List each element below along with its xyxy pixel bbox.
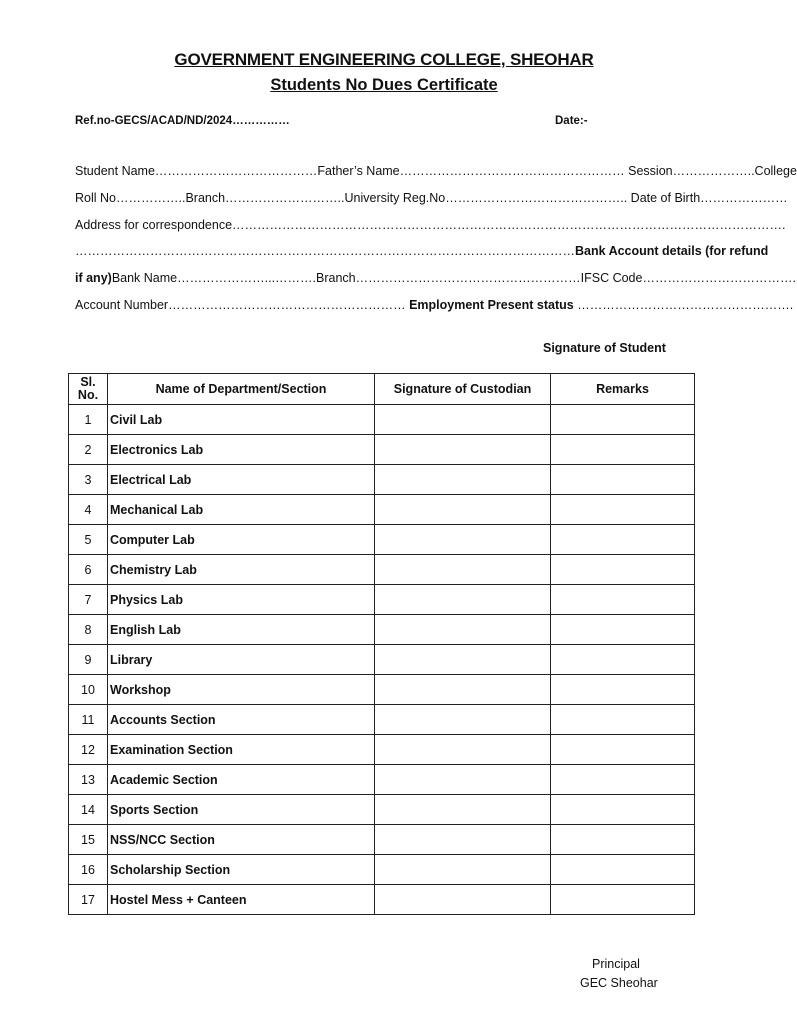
department-name-cell: Hostel Mess + Canteen bbox=[108, 885, 375, 915]
remarks-cell bbox=[551, 705, 695, 735]
account-number-field: Account Number………………………………………………… bbox=[75, 298, 410, 312]
remarks-cell bbox=[551, 525, 695, 555]
bank-details-fields: Bank Name…………………...……….Branch………………………………………………IFSC Code………………………………. bbox=[111, 271, 796, 285]
student-info-line-6 bbox=[75, 298, 794, 312]
remarks-cell bbox=[551, 765, 695, 795]
custodian-signature-cell bbox=[375, 405, 551, 435]
student-info-line-5 bbox=[75, 271, 796, 285]
department-name-cell: Physics Lab bbox=[108, 585, 375, 615]
serial-number-cell: 13 bbox=[69, 765, 108, 795]
college-title: GOVERNMENT ENGINEERING COLLEGE, SHEOHAR bbox=[174, 50, 594, 69]
table-row bbox=[69, 645, 695, 675]
serial-number-cell: 11 bbox=[69, 705, 108, 735]
roll-no-field: Roll No…………….. bbox=[75, 191, 186, 205]
remarks-cell bbox=[551, 825, 695, 855]
date-of-birth-field: Date of Birth………………… bbox=[630, 191, 788, 205]
serial-number-cell: 9 bbox=[69, 645, 108, 675]
serial-number-cell: 7 bbox=[69, 585, 108, 615]
student-info-line-2 bbox=[75, 191, 788, 205]
custodian-signature-cell bbox=[375, 525, 551, 555]
serial-number-cell: 1 bbox=[69, 405, 108, 435]
remarks-cell bbox=[551, 795, 695, 825]
serial-number-cell: 3 bbox=[69, 465, 108, 495]
remarks-cell bbox=[551, 645, 695, 675]
table-row bbox=[69, 885, 695, 915]
date-label: Date:- bbox=[555, 115, 588, 127]
no-dues-table bbox=[68, 373, 695, 915]
department-name-cell: Electronics Lab bbox=[108, 435, 375, 465]
table-row bbox=[69, 435, 695, 465]
employment-status-dots: ……………………………………………. bbox=[573, 298, 794, 312]
column-header-signature: Signature of Custodian bbox=[375, 374, 551, 405]
college-short-name: GEC Sheohar bbox=[580, 976, 658, 990]
serial-number-cell: 4 bbox=[69, 495, 108, 525]
table-row bbox=[69, 615, 695, 645]
department-name-cell: Academic Section bbox=[108, 765, 375, 795]
custodian-signature-cell bbox=[375, 885, 551, 915]
table-row bbox=[69, 675, 695, 705]
remarks-cell bbox=[551, 735, 695, 765]
reference-number: Ref.no-GECS/ACAD/ND/2024…………… bbox=[75, 115, 290, 127]
university-reg-field: University Reg.No…………………………………….. bbox=[344, 191, 628, 205]
serial-number-cell: 2 bbox=[69, 435, 108, 465]
remarks-cell bbox=[551, 465, 695, 495]
remarks-cell bbox=[551, 615, 695, 645]
remarks-cell bbox=[551, 405, 695, 435]
serial-number-cell: 16 bbox=[69, 855, 108, 885]
custodian-signature-cell bbox=[375, 825, 551, 855]
table-row bbox=[69, 855, 695, 885]
table-row bbox=[69, 705, 695, 735]
department-name-cell: Chemistry Lab bbox=[108, 555, 375, 585]
department-name-cell: English Lab bbox=[108, 615, 375, 645]
serial-number-cell: 17 bbox=[69, 885, 108, 915]
custodian-signature-cell bbox=[375, 555, 551, 585]
father-name-field: Father’s Name……………………………………………… bbox=[317, 164, 625, 178]
custodian-signature-cell bbox=[375, 855, 551, 885]
department-name-cell: Civil Lab bbox=[108, 405, 375, 435]
session-field: Session………………..College bbox=[628, 164, 797, 178]
serial-number-cell: 5 bbox=[69, 525, 108, 555]
table-row bbox=[69, 765, 695, 795]
department-name-cell: Accounts Section bbox=[108, 705, 375, 735]
student-name-field: Student Name………………………………… bbox=[75, 164, 318, 178]
department-name-cell: Library bbox=[108, 645, 375, 675]
student-info-line-1 bbox=[75, 164, 797, 178]
certificate-title: Students No Dues Certificate bbox=[270, 76, 498, 94]
bank-account-heading: Bank Account details (for refund bbox=[575, 244, 769, 258]
custodian-signature-cell bbox=[375, 435, 551, 465]
serial-number-cell: 15 bbox=[69, 825, 108, 855]
table-header-row bbox=[69, 374, 695, 405]
principal-label: Principal bbox=[592, 957, 640, 971]
table-row bbox=[69, 405, 695, 435]
serial-number-cell: 14 bbox=[69, 795, 108, 825]
remarks-cell bbox=[551, 555, 695, 585]
serial-number-cell: 12 bbox=[69, 735, 108, 765]
department-name-cell: Mechanical Lab bbox=[108, 495, 375, 525]
remarks-cell bbox=[551, 855, 695, 885]
table-row bbox=[69, 555, 695, 585]
department-name-cell: Examination Section bbox=[108, 735, 375, 765]
signature-of-student: Signature of Student bbox=[543, 341, 666, 355]
remarks-cell bbox=[551, 435, 695, 465]
table-row bbox=[69, 495, 695, 525]
refund-note: if any) bbox=[75, 271, 112, 285]
remarks-cell bbox=[551, 885, 695, 915]
department-name-cell: NSS/NCC Section bbox=[108, 825, 375, 855]
custodian-signature-cell bbox=[375, 675, 551, 705]
custodian-signature-cell bbox=[375, 795, 551, 825]
department-name-cell: Workshop bbox=[108, 675, 375, 705]
table-row bbox=[69, 795, 695, 825]
employment-status-label: Employment Present status bbox=[409, 298, 574, 312]
department-name-cell: Sports Section bbox=[108, 795, 375, 825]
column-header-remarks: Remarks bbox=[551, 374, 695, 405]
table-row bbox=[69, 585, 695, 615]
table-row bbox=[69, 465, 695, 495]
table-row bbox=[69, 735, 695, 765]
column-header-department: Name of Department/Section bbox=[108, 374, 375, 405]
table-row bbox=[69, 825, 695, 855]
department-name-cell: Electrical Lab bbox=[108, 465, 375, 495]
serial-number-cell: 8 bbox=[69, 615, 108, 645]
custodian-signature-cell bbox=[375, 735, 551, 765]
custodian-signature-cell bbox=[375, 765, 551, 795]
remarks-cell bbox=[551, 495, 695, 525]
column-header-sl-no: Sl. No. bbox=[69, 374, 108, 405]
remarks-cell bbox=[551, 675, 695, 705]
custodian-signature-cell bbox=[375, 465, 551, 495]
address-continuation-dots: ………………………………………………………………………………………………………… bbox=[75, 244, 575, 258]
table-row bbox=[69, 525, 695, 555]
branch-field: Branch……………………….. bbox=[185, 191, 345, 205]
serial-number-cell: 6 bbox=[69, 555, 108, 585]
department-name-cell: Scholarship Section bbox=[108, 855, 375, 885]
custodian-signature-cell bbox=[375, 645, 551, 675]
custodian-signature-cell bbox=[375, 615, 551, 645]
serial-number-cell: 10 bbox=[69, 675, 108, 705]
custodian-signature-cell bbox=[375, 705, 551, 735]
remarks-cell bbox=[551, 585, 695, 615]
custodian-signature-cell bbox=[375, 585, 551, 615]
custodian-signature-cell bbox=[375, 495, 551, 525]
address-field: Address for correspondence……………………………………………………………………………………………………………………. bbox=[75, 218, 786, 232]
department-name-cell: Computer Lab bbox=[108, 525, 375, 555]
student-info-line-4 bbox=[75, 244, 769, 258]
